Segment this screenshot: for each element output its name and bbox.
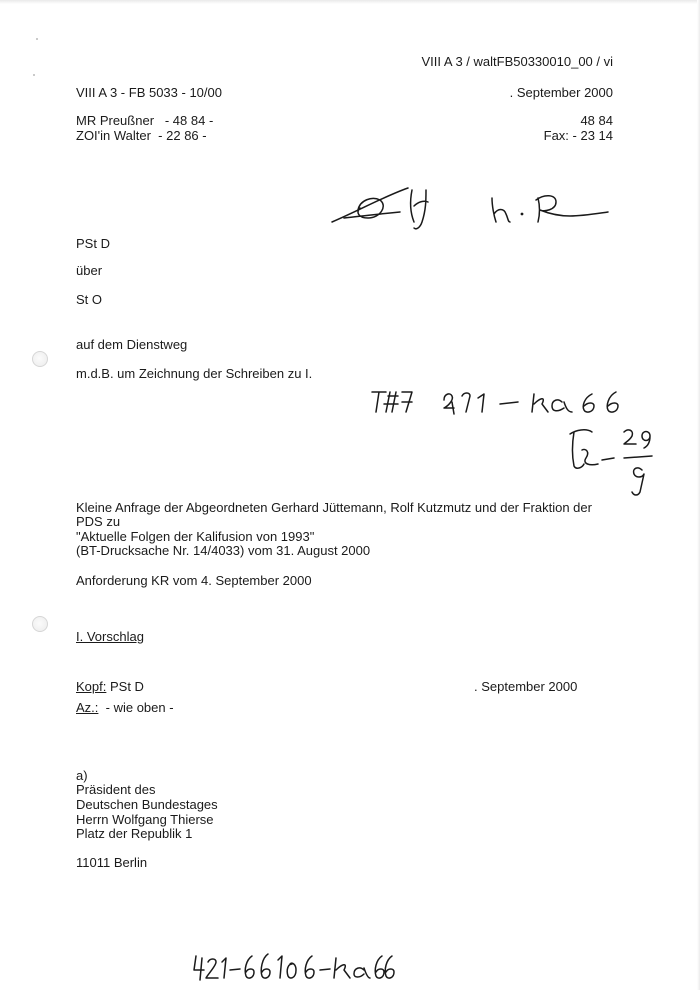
- az-line: [76, 700, 174, 715]
- subject-line-4: (BT-Drucksache Nr. 14/4033) vom 31. August 2000: [76, 543, 371, 558]
- az-value: - wie oben -: [98, 700, 174, 715]
- proposal-heading: I. Vorschlag: [76, 629, 144, 644]
- scan-speck: [33, 74, 35, 76]
- subject-line-1: Kleine Anfrage der Abgeordneten Gerhard Jüttemann, Rolf Kutzmutz und der Fraktion der: [76, 500, 592, 515]
- signature-request: m.d.B. um Zeichnung der Schreiben zu I.: [76, 366, 313, 381]
- kopf-line: [76, 679, 144, 694]
- scan-edge-top: [0, 0, 700, 4]
- kopf-date: . September 2000: [474, 679, 578, 694]
- address-line-2: Deutschen Bundestages: [76, 797, 218, 812]
- kopf-label: Kopf:: [76, 679, 107, 694]
- handwritten-reference-middle: [368, 382, 638, 418]
- contact-line-2: ZOI'in Walter - 22 86 -: [76, 128, 207, 143]
- address-line-1: Präsident des: [76, 782, 156, 797]
- recipient-pst: PSt D: [76, 236, 110, 251]
- file-reference: VIII A 3 / waltFB50330010_00 / vi: [421, 54, 613, 69]
- via-label: über: [76, 263, 103, 278]
- subject-line-3: "Aktuelle Folgen der Kalifusion von 1993": [76, 529, 315, 544]
- address-line-3: Herrn Wolfgang Thierse: [76, 812, 214, 827]
- phone-extension: 48 84: [580, 113, 613, 128]
- handwritten-initials-signature: [330, 182, 620, 232]
- address-city: 11011 Berlin: [76, 855, 148, 870]
- channel-dienstweg: auf dem Dienstweg: [76, 337, 188, 352]
- fax-number: Fax: - 23 14: [543, 128, 613, 143]
- punch-hole-bottom: [32, 616, 48, 632]
- kopf-value: PSt D: [106, 679, 144, 694]
- az-label: Az.:: [76, 700, 99, 715]
- handwritten-reference-bottom: [192, 950, 392, 984]
- subject-line-2: PDS zu: [76, 514, 121, 529]
- address-marker: a): [76, 768, 88, 783]
- contact-line-1: MR Preußner - 48 84 -: [76, 113, 214, 128]
- aktenzeichen: VIII A 3 - FB 5033 - 10/00: [76, 85, 222, 100]
- punch-hole-top: [32, 351, 48, 367]
- handwritten-initials-side: [562, 420, 672, 510]
- header-date: . September 2000: [509, 85, 613, 100]
- scan-speck: [36, 38, 38, 40]
- request-line: Anforderung KR vom 4. September 2000: [76, 573, 312, 588]
- address-line-4: Platz der Republik 1: [76, 826, 193, 841]
- via-st: St O: [76, 292, 103, 307]
